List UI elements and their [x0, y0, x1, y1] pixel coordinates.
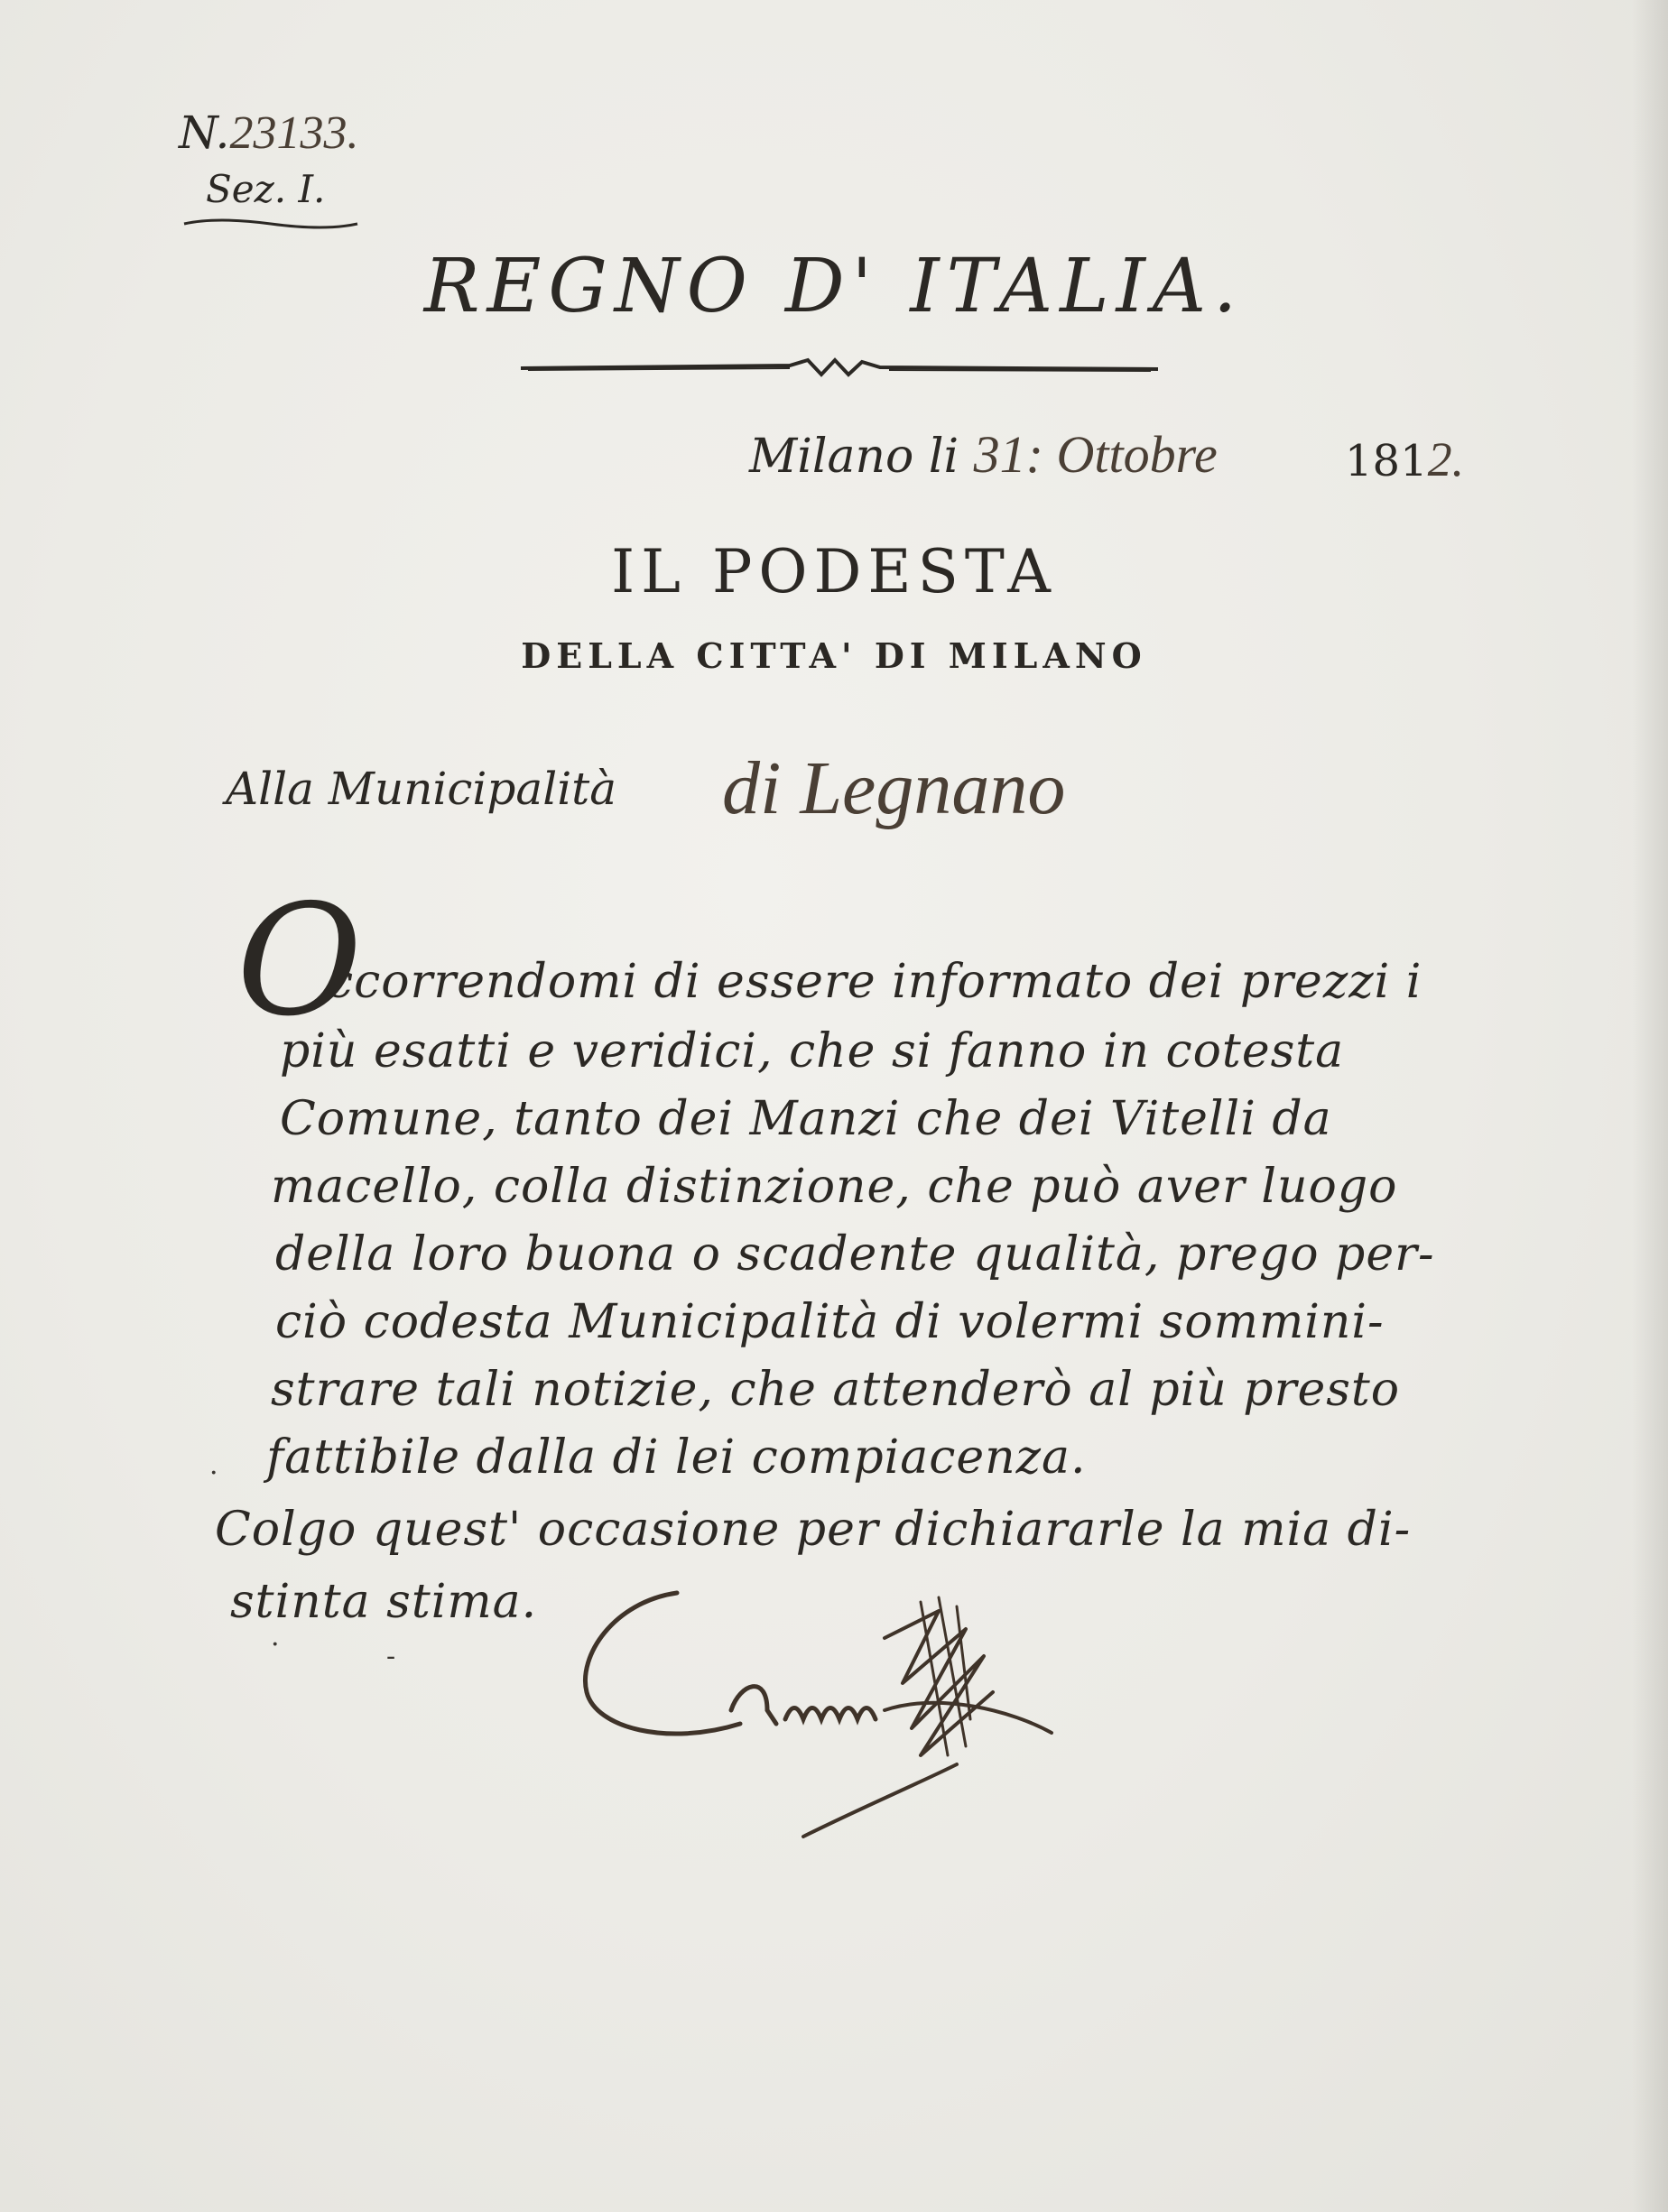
signature-name — [722, 1706, 725, 1707]
title-ornament-rule — [519, 356, 1160, 380]
protocol-number-label: N. — [179, 106, 230, 159]
protocol-number — [179, 106, 358, 160]
recipient-name: di Legnano — [722, 746, 1066, 830]
closing-line-1: Colgo quest' occasione per dichiararle la mia di- — [215, 1503, 1412, 1557]
body-line-2: più esatti e veridici, che si fanno in cotesta — [280, 1024, 1345, 1078]
date-year — [1345, 431, 1464, 487]
date-year-printed: 181 — [1345, 436, 1428, 486]
body-line-7: strare tali notizie, che attenderò al più presto — [271, 1363, 1401, 1417]
signature-flourish — [560, 1575, 1119, 1864]
recipient-label: Alla Municipalità — [226, 763, 617, 815]
protocol-number-value: 23133. — [229, 107, 359, 159]
date-place: Milano li — [749, 430, 959, 484]
body-line-4: macello, colla distinzione, che può aver luogo — [271, 1160, 1398, 1214]
section-label: Sez. I. — [206, 167, 326, 211]
drop-cap: O — [236, 872, 363, 1050]
authority-title: IL PODESTA — [611, 537, 1057, 606]
date-day-month: 31: Ottobre — [973, 425, 1218, 484]
margin-dash: - — [386, 1641, 396, 1672]
body-line-5: della loro buona o scadente qualità, prego per- — [275, 1227, 1435, 1282]
body-line-6: ciò codesta Municipalità di volermi sommini- — [275, 1295, 1385, 1349]
section-underline-flourish — [181, 215, 361, 233]
authority-subtitle: DELLA CITTA' DI MILANO — [521, 635, 1147, 676]
body-line-3: Comune, tanto dei Manzi che dei Vitelli da — [280, 1092, 1332, 1146]
page-edge-shadow — [1632, 0, 1668, 2212]
margin-dot: · — [271, 1629, 280, 1661]
body-line-8: fattibile dalla di lei compiacenza. — [266, 1430, 1087, 1485]
body-line-1: ccorrendomi di essere informato dei prezzi i — [327, 955, 1422, 1009]
closing-line-2: stinta stima. — [230, 1575, 538, 1629]
kingdom-title: REGNO D' ITALIA. — [423, 244, 1245, 329]
margin-dot: · — [209, 1458, 218, 1489]
date-year-handwritten: 2. — [1427, 432, 1465, 486]
date-line — [749, 424, 1218, 485]
